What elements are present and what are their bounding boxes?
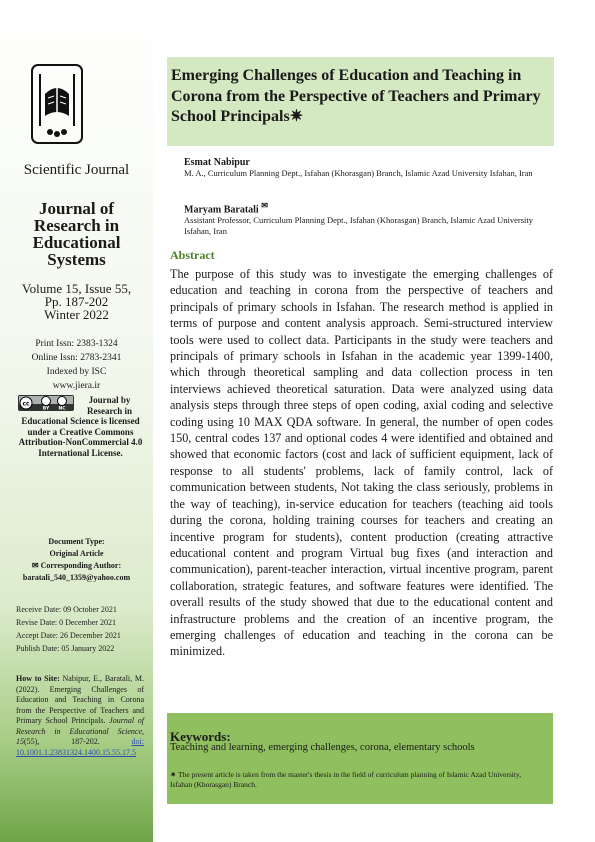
footnote: ✷ The present article is taken from the master's thesis in the field of curriculum planning of Islamic Azad University, Isfahan (Khorasgan) Branch. (170, 770, 522, 789)
article-title-text: Emerging Challenges of Education and Teaching in Corona from the Perspective of Teachers and Primary School Principals (171, 67, 541, 125)
title-footnote-mark: ✷ (289, 108, 304, 125)
journal-name: Journal of Research in Educational Systems (32, 199, 121, 269)
license-text: Journal by Research in Educational Science is licensed under a Creative Commons Attribution-NonCommercial 4.0 International License. (18, 395, 143, 458)
scientific-journal-label: Scientific Journal (23, 162, 130, 178)
author-2-affiliation: Assistant Professor, Curriculum Planning Dept., Isfahan (Khorasgan) Branch, Islamic Azad University Isfahan, Iran (184, 215, 534, 237)
title-box (167, 57, 554, 146)
author-1-affiliation: M. A., Curriculum Planning Dept., Isfahan (Khorasgan) Branch, Islamic Azad University Isfahan, Iran (184, 168, 533, 178)
svg-text:cc: cc (22, 400, 30, 408)
abstract-body: The purpose of this study was to investigate the emerging challenges of education and teaching in corona from the perspective of teachers and principals of primary schools in Isfahan. The research method is applied in terms of purpose and content analysis approach. Semi-structured interview tools were used to collect data. Participants in the study were teachers and principals of primary schools in Isfahan in the academic year 1399-1400, which through theoretical sampling and data collection process in ten interviews achieved theoretical saturation. Data were analyzed using data analysis steps through three steps of open coding, axial coding and selective coding using 10 MAX QDA software. In general, the number of open codes 150, central codes 137 and optional codes 4 were identified and obtained and showed that economic factors (cost and lack of sufficient equipment, lack of response to all students' problems, lack of family control, lack of communication between students, Not taking the class seriously, problems in the way of teaching), in-service education for teachers (teaching aid tools during the corona, holding training courses for teachers and creating an incentive program for students), content production (creating attractive educational content and program Virtual bug fixes (and interaction and communication), parent-teacher interaction, virtual incentive program, parent collaboration, strategic features, and software features were identified. The overall results of the study showed that due to the educational content and infrastructure problems and the creation of an incentive program, the emerging challenges of education and teaching in the corona can be minimized. (170, 267, 553, 659)
abstract-heading: Abstract (170, 248, 215, 262)
article-title (171, 66, 549, 128)
author-1-name: Esmat Nabipur (184, 157, 250, 168)
corresponding-email[interactable]: baratali_540_1359@yahoo.com (22, 573, 131, 582)
document-type-label: Document Type: (48, 537, 105, 546)
cite-text: Nabipur, E., Baratali, M. (2022). Emerging Challenges of Education and Teaching in Corona from the Perspective of Teachers and Primary School Principals. (16, 674, 145, 725)
svg-text:NC: NC (58, 406, 66, 411)
revise-date: Revise Date: 0 December 2021 (16, 618, 116, 627)
author-2-name: Maryam Baratali (184, 204, 259, 216)
volume-issue: Volume 15, Issue 55, (21, 281, 132, 296)
cite-label: How to Site: (16, 674, 60, 683)
license-block (18, 395, 143, 458)
print-issn: Print Issn: 2383-1324 (35, 339, 118, 349)
sidebar (0, 0, 153, 842)
corresponding-label: ✉ Corresponding Author: (31, 561, 122, 570)
doi-link[interactable]: doi: 10.1001.1.23831324.1400.15.55.17.5 (16, 737, 144, 757)
author-2 (184, 200, 554, 237)
citation-block (16, 674, 144, 758)
keywords-box (167, 713, 553, 804)
volume-info (6, 282, 147, 321)
cc-license-icon[interactable] (18, 395, 74, 411)
website-link[interactable]: www.jiera.ir (52, 381, 101, 391)
pages: Pp. 187-202 (44, 294, 109, 309)
indexed-by: Indexed by ISC (46, 367, 107, 377)
svg-text:BY: BY (42, 406, 50, 411)
cite-issue: (55), 187-202. (24, 737, 100, 746)
document-type: Original Article (49, 549, 104, 558)
accept-date: Accept Date: 26 December 2021 (16, 631, 121, 640)
document-info (6, 536, 147, 584)
issn-block (6, 337, 147, 393)
journal-logo-icon (31, 64, 83, 144)
keywords-list: Teaching and learning, emerging challenges, corona, elementary schools (170, 742, 475, 753)
keywords-heading: Keywords: (170, 729, 231, 744)
publish-date: Publish Date: 05 January 2022 (16, 644, 115, 653)
season: Winter 2022 (44, 307, 109, 322)
online-issn: Online Issn: 2783-2341 (31, 353, 122, 363)
envelope-icon: ✉ (261, 201, 268, 210)
dates-block (16, 603, 146, 655)
cite-journal: Journal of Research in Educational Science, 15 (16, 716, 145, 746)
author-1 (184, 157, 554, 179)
receive-date: Receive Date: 09 October 2021 (16, 605, 117, 614)
